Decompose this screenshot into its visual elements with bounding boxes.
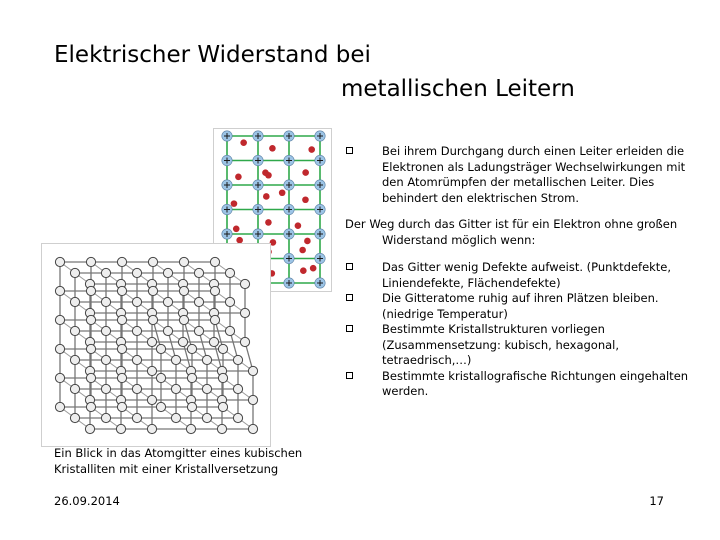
crystal-atom: [116, 424, 125, 433]
crystal-atom: [179, 286, 188, 295]
crystal-atom: [147, 366, 156, 375]
bullet-intro: [345, 144, 690, 206]
crystal-atom: [55, 286, 64, 295]
crystal-atom: [117, 257, 126, 266]
crystal-atom: [101, 355, 110, 364]
crystal-atom: [233, 413, 242, 422]
checkbox-bullet-icon: [346, 325, 353, 332]
crystal-atom: [101, 268, 110, 277]
crystal-atom: [86, 286, 95, 295]
crystal-atom: [248, 395, 257, 404]
crystal-atom: [148, 286, 157, 295]
crystal-atom: [156, 344, 165, 353]
electron: [299, 247, 306, 254]
crystal-atom: [156, 373, 165, 382]
crystal-atom: [186, 424, 195, 433]
title-line-1: Elektrischer Widerstand bei: [54, 42, 371, 68]
electron: [295, 222, 302, 229]
crystal-atom: [248, 366, 257, 375]
crystal-atom: [163, 297, 172, 306]
electron: [300, 267, 307, 274]
checkbox-bullet-icon: [346, 263, 353, 270]
crystal-atom: [218, 344, 227, 353]
electron: [263, 193, 270, 200]
crystal-atom: [163, 268, 172, 277]
crystal-atom: [117, 373, 126, 382]
crystal-atom: [86, 402, 95, 411]
crystal-atom: [132, 384, 141, 393]
crystal-atom: [210, 315, 219, 324]
crystal-atom: [187, 402, 196, 411]
crystal-atom: [171, 384, 180, 393]
content-text: [345, 144, 690, 400]
crystal-atom: [187, 373, 196, 382]
crystal-atom: [86, 344, 95, 353]
crystal-atom: [70, 384, 79, 393]
electron: [240, 139, 247, 146]
slide-title: [54, 38, 614, 106]
footer-date: 26.09.2014: [54, 494, 120, 508]
crystal-atom: [202, 384, 211, 393]
list-item: [345, 260, 690, 291]
crystal-atom: [209, 337, 218, 346]
crystal-atom: [117, 315, 126, 324]
crystal-atom: [210, 286, 219, 295]
crystal-atom: [194, 326, 203, 335]
electron: [233, 225, 240, 232]
crystal-atom: [179, 257, 188, 266]
crystal-atom: [55, 344, 64, 353]
crystal-atom: [132, 413, 141, 422]
crystal-atom: [240, 279, 249, 288]
list-item-text: Die Gitteratome ruhig auf ihren Plätzen bleiben. (niedrige Temperatur): [382, 291, 659, 321]
crystal-atom: [147, 424, 156, 433]
crystal-atom: [70, 355, 79, 364]
crystal-atom: [194, 297, 203, 306]
condition-list: [345, 260, 690, 400]
list-item-text: Das Gitter wenig Defekte aufweist. (Punktdefekte, Liniendefekte, Flächendefekte): [382, 260, 672, 290]
crystal-dislocation-illustration: [41, 243, 271, 447]
crystal-atom: [101, 297, 110, 306]
crystal-atom: [233, 355, 242, 364]
crystal-atom: [101, 413, 110, 422]
crystal-atom: [187, 344, 196, 353]
crystal-atom: [70, 413, 79, 422]
crystal-atom: [132, 355, 141, 364]
electron: [269, 145, 276, 152]
crystal-atom: [156, 402, 165, 411]
paragraph-first-line: Der Weg durch das Gitter ist für ein Elektron ohne großen: [345, 217, 678, 231]
crystal-atom: [225, 326, 234, 335]
paragraph-rest: Widerstand möglich wenn:: [382, 232, 536, 247]
crystal-atom: [178, 337, 187, 346]
bullet-intro-text: Bei ihrem Durchgang durch einen Leiter erleiden die Elektronen als Ladungsträger Wechselwirkungen mit den Atomrümpfen der metallischen Leiter. Dies behindert den elektrischen Strom.: [382, 144, 686, 205]
image-caption: Ein Blick in das Atomgitter eines kubischen Kristalliten mit einer Kristallversetzung: [54, 446, 303, 476]
crystal-atom: [171, 355, 180, 364]
crystal-atom: [55, 402, 64, 411]
crystal-atom: [218, 402, 227, 411]
crystal-atom: [240, 308, 249, 317]
list-item-text: Bestimmte kristallografische Richtungen eingehalten werden.: [382, 368, 689, 398]
electron: [302, 196, 309, 203]
condition-paragraph: [345, 217, 690, 248]
crystal-atom: [210, 257, 219, 266]
crystal-atom: [179, 315, 188, 324]
crystal-atom: [218, 373, 227, 382]
crystal-atom: [132, 326, 141, 335]
crystal-atom: [148, 257, 157, 266]
crystal-atom: [194, 268, 203, 277]
checkbox-bullet-icon: [346, 372, 353, 379]
crystal-atom: [171, 413, 180, 422]
electron: [279, 189, 286, 196]
crystal-atom: [55, 373, 64, 382]
checkbox-bullet-icon: [346, 147, 353, 154]
crystal-atom: [147, 395, 156, 404]
crystal-atom: [70, 326, 79, 335]
crystal-atom: [85, 424, 94, 433]
crystal-atom: [132, 297, 141, 306]
crystal-atom: [70, 297, 79, 306]
electron: [235, 174, 242, 181]
electron: [310, 265, 317, 272]
crystal-atom: [55, 257, 64, 266]
crystal-lattice-image: [42, 244, 270, 446]
crystal-atom: [148, 315, 157, 324]
list-item: [345, 369, 690, 400]
electron: [304, 238, 311, 245]
crystal-atom: [248, 424, 257, 433]
electron: [302, 169, 309, 176]
crystal-atom: [202, 413, 211, 422]
checkbox-bullet-icon: [346, 294, 353, 301]
crystal-atom: [101, 326, 110, 335]
crystal-atom: [70, 268, 79, 277]
crystal-atom: [55, 315, 64, 324]
crystal-atom: [163, 326, 172, 335]
crystal-atom: [86, 315, 95, 324]
crystal-atom: [147, 337, 156, 346]
list-item: [345, 322, 690, 369]
crystal-atom: [86, 373, 95, 382]
crystal-atom: [217, 424, 226, 433]
crystal-atom: [117, 286, 126, 295]
title-line-2: metallischen Leitern: [341, 76, 575, 102]
crystal-atom: [86, 257, 95, 266]
crystal-atom: [233, 384, 242, 393]
crystal-atom: [240, 337, 249, 346]
crystal-atom: [101, 384, 110, 393]
list-item: [345, 291, 690, 322]
crystal-atom: [117, 402, 126, 411]
crystal-atom: [117, 344, 126, 353]
electron: [265, 172, 272, 179]
list-item-text: Bestimmte Kristallstrukturen vorliegen (Zusammensetzung: kubisch, hexagonal, tetraedrisch,…): [382, 322, 620, 367]
crystal-atom: [132, 268, 141, 277]
page-number: 17: [649, 494, 664, 508]
crystal-atom: [225, 268, 234, 277]
crystal-atom: [202, 355, 211, 364]
electron: [265, 219, 272, 226]
crystal-atom: [225, 297, 234, 306]
electron: [308, 146, 315, 153]
electron: [231, 200, 238, 207]
